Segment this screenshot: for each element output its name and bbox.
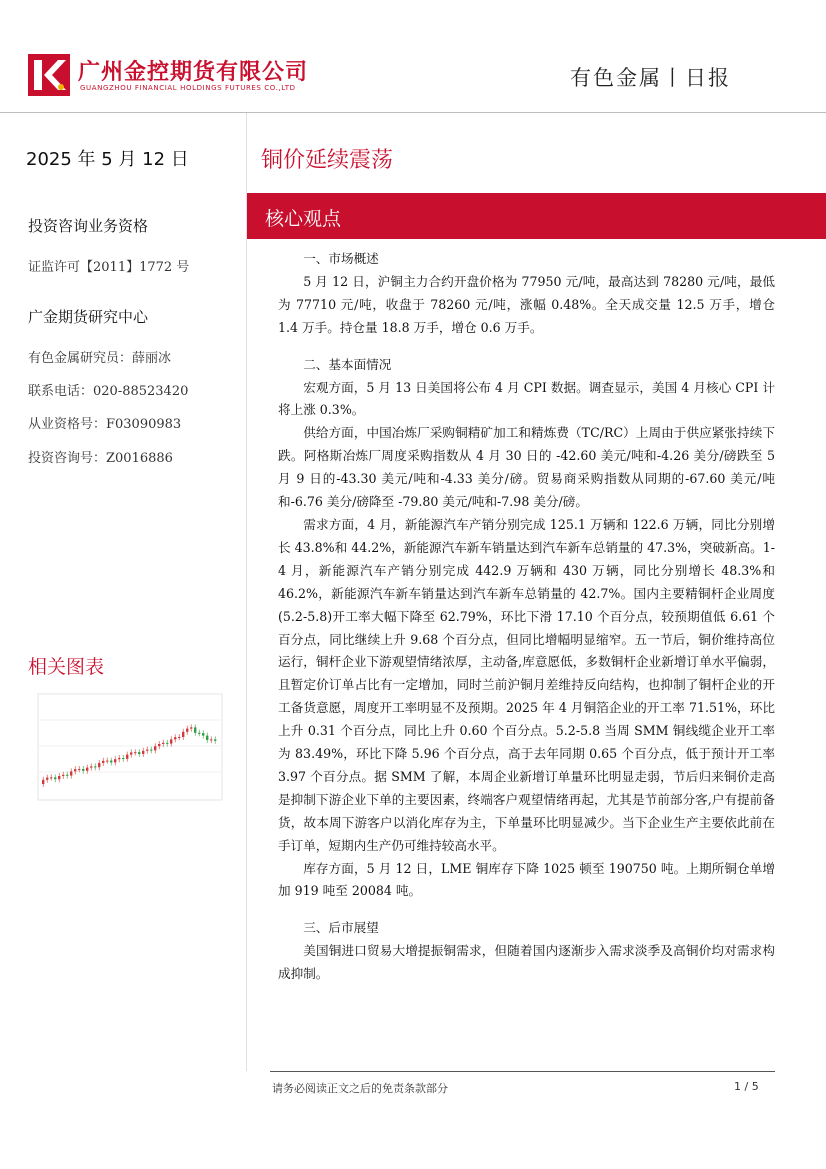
candle-body <box>178 737 180 738</box>
candle-body <box>78 769 80 770</box>
candle-body <box>126 755 128 759</box>
price-chart-thumbnail <box>30 688 230 806</box>
candle-body <box>170 739 172 743</box>
candle-body <box>94 766 96 767</box>
report-title: 铜价延续震荡 <box>261 148 394 173</box>
candle-body <box>102 761 104 763</box>
macro-paragraph: 宏观方面，5 月 13 日美国将公布 4 月 CPI 数据。调查显示，美国 4 月核心 CPI 计将上涨 0.3%。 <box>278 379 775 418</box>
report-type-label: 有色金属丨日报 <box>570 66 731 90</box>
candle-body <box>146 750 148 751</box>
candle-body <box>162 743 164 744</box>
core-view-title: 核心观点 <box>265 208 342 230</box>
candle-body <box>118 758 120 759</box>
report-date: 2025 年 5 月 12 日 <box>26 149 189 170</box>
candle-body <box>198 733 200 734</box>
advisory-license: 投资咨询号：Z0016886 <box>28 451 173 466</box>
candle-body <box>190 727 192 728</box>
report-body <box>278 248 775 986</box>
candle-body <box>174 737 176 739</box>
footer-divider <box>270 1071 775 1072</box>
candle-body <box>130 752 132 754</box>
candle-body <box>134 752 136 753</box>
company-logo-icon <box>28 54 70 96</box>
candle-body <box>106 761 108 762</box>
candle-body <box>46 778 48 780</box>
sidebar-divider <box>246 113 247 1071</box>
inventory-paragraph: 库存方面，5 月 12 日，LME 铜库存下降 1025 顿至 190750 吨。上期所铜仓单增加 919 吨至 20084 吨。 <box>278 860 775 899</box>
related-charts-title: 相关图表 <box>28 656 105 678</box>
candle-body <box>150 750 152 751</box>
candle-body <box>70 771 72 775</box>
contact-phone: 联系电话：020-88523420 <box>28 384 189 399</box>
candle-body <box>154 746 156 750</box>
analyst-name: 有色金属研究员：薛丽冰 <box>28 351 172 366</box>
outlook-paragraph: 美国铜进口贸易大增提振铜需求，但随着国内逐渐步入需求淡季及高铜价均对需求构成抑制。 <box>278 943 775 982</box>
demand-paragraph: 需求方面，4 月，新能源汽车产销分别完成 125.1 万辆和 122.6 万辆，同比分别增长 43.8%和 44.2%，新能源汽车新车销量达到汽车新车总销量的 47.3%，突破新高。1-4 月，新能源汽车产销分别完成 442.9 万辆和 430 万辆，同比分别增长 48.3%和 46.2%，新能源汽车新车销量达到汽车新车总销量的 42.7%。国内主要精铜杆企业周度(5.2-5.8)开工率大幅下降至 62.79%，环比下滑 17.10 个百分点，较预期值低 6.61 个百分点，同比继续上升 9.68 个百分点，但同比增幅明显缩窄。五一节后，铜价维持高位运行，铜杆企业下游观望情绪浓厚，主动备,库意愿低，多数铜杆企业新增订单水平偏弱，且暂定价订单占比有一定增加，同时兰前沪铜月差维持反向结构，也抑制了铜杆企业的开工备货意愿，周度开工率明显不及预期。2025 年 4 月铜箔企业的开工率 71.51%，环比上升 0.31 个百分点，同比上升 0.60 个百分点。5.2-5.8 当周 SMM 铜线缆企业开工率为 83.49%，环比下降 5.96 个百分点，高于去年同期 0.65 个百分点，低于预计开工率 3.97 个百分点。据 SMM 了解，本周企业新增订单量环比明显走弱，节后归来铜价走高是抑制下游企业下单的主要因素，终端客户观望情绪再起，尤其是节前部分客,户有提前备货，故本周下游客户以消化库存为主，下单量环比明显减少。当下企业生产主要依此前在手订单，短期内生产仍可维持较高水平。 <box>278 516 775 853</box>
candle-body <box>194 727 196 732</box>
research-center-name: 广金期货研究中心 <box>28 308 149 326</box>
candle-body <box>210 739 212 740</box>
candle-body <box>158 744 160 746</box>
candle-body <box>98 763 100 767</box>
candle-body <box>66 775 68 776</box>
section-heading-market: 一、市场概述 <box>303 251 379 266</box>
page-number: 1 / 5 <box>734 1080 759 1093</box>
candle-body <box>182 732 184 737</box>
license-number: 证监许可【2011】1772 号 <box>28 260 190 275</box>
candle-body <box>42 780 44 784</box>
candle-body <box>62 775 64 776</box>
candle-body <box>90 766 92 767</box>
supply-paragraph: 供给方面，中国冶炼厂采购铜精矿加工和精炼费（TC/RC）上周由于供应紧张持续下跌。阿格斯冶炼厂周度采购指数从 4 月 30 日的 -42.60 美元/吨和-4.26 美分/磅跌至 5 月 9 日的-43.30 美元/吨和-4.33 美分/磅。贸易商采购指数从同期的-67.60 美元/吨和-6.76 美分/磅降至 -79.80 美元/吨和-7.98 美分/磅。 <box>278 425 775 510</box>
candle-body <box>206 736 208 740</box>
section-heading-outlook: 三、后市展望 <box>303 920 379 936</box>
candle-body <box>122 758 124 759</box>
candle-body <box>186 729 188 732</box>
disclaimer-note: 请务必阅读正文之后的免责条款部分 <box>272 1082 448 1095</box>
candle-body <box>138 752 140 754</box>
company-name-cn: 广州金控期货有限公司 <box>78 60 309 85</box>
qualification-title: 投资咨询业务资格 <box>28 217 149 235</box>
candle-body <box>110 761 112 763</box>
candle-body <box>54 777 56 779</box>
company-name-en: GUANGZHOU FINANCIAL HOLDINGS FUTURES CO.,LTD <box>80 84 296 92</box>
candle-body <box>142 751 144 754</box>
section-heading-fundamentals: 二、基本面情况 <box>303 356 392 372</box>
candle-body <box>166 743 168 744</box>
candle-body <box>74 769 76 771</box>
market-overview-paragraph: 5 月 12 日，沪铜主力合约开盘价格为 77950 元/吨，最高达到 78280 元/吨，最低为 77710 元/吨，收盘于 78260 元/吨，涨幅 0.48%。全天成交量 12.5 万手，增仓 1.4 万手。持仓量 18.8 万手，增仓 0.6 万手。 <box>278 273 775 335</box>
candle-body <box>50 777 52 778</box>
candle-body <box>82 769 84 771</box>
candle-body <box>214 739 216 740</box>
practice-license: 从业资格号：F03090983 <box>28 417 182 432</box>
candle-body <box>86 768 88 771</box>
candle-body <box>114 759 116 762</box>
header-divider <box>0 112 826 113</box>
candle-body <box>202 733 204 735</box>
candle-body <box>58 776 60 779</box>
